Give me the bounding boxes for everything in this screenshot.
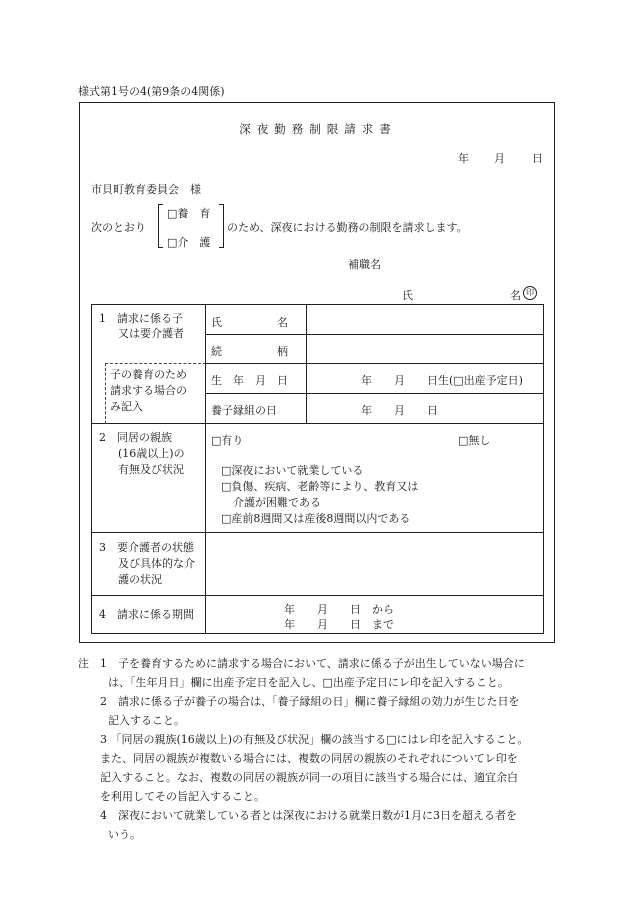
cohabiting-yes-checkbox[interactable]: □有り: [211, 434, 244, 447]
addressee: 市貝町教育委員会 様: [91, 183, 201, 196]
care-status-input[interactable]: [208, 534, 542, 593]
option-nursing-checkbox[interactable]: □介 護: [167, 236, 211, 249]
period-to-field[interactable]: 年 月 日 まで: [284, 618, 394, 631]
date-day-label[interactable]: 日: [532, 152, 543, 165]
section3-label-line2: 及び具体的な介: [118, 557, 195, 570]
note-2-line2: 記入すること。: [108, 714, 185, 727]
form-title: 深夜勤務制限請求書: [239, 122, 397, 136]
adoption-date-label: 養子縁組の日: [211, 404, 277, 417]
section2-label-line2: (16歳以上)の: [118, 447, 185, 460]
bracket-left: [158, 204, 163, 248]
option-childcare-checkbox[interactable]: □養 育: [167, 207, 211, 220]
childcare-only-label-line3: み記入: [110, 400, 143, 413]
bracket-right: [219, 204, 224, 248]
relation-field-label: 続 柄: [211, 345, 288, 358]
note-4-line2: いう。: [108, 828, 141, 841]
section3-label-line3: 護の状況: [118, 573, 162, 586]
form-number-label: 様式第1号の4(第9条の4関係): [78, 85, 225, 98]
date-year-label[interactable]: 年: [458, 152, 469, 165]
maternity-checkbox[interactable]: □産前8週間又は産後8週間以内である: [221, 512, 411, 525]
note-3-line3: 記入すること。なお、複数の同居の親族が同一の項目に該当する場合には、適宜余白: [100, 771, 518, 784]
section1-label-line2: 又は要介護者: [118, 327, 184, 340]
note-4-line1: 4 深夜において就業している者とは深夜における就業日数が1月に3日を超える者を: [100, 809, 517, 822]
name-input[interactable]: [308, 306, 542, 333]
childcare-only-label-line2: 請求する場合の: [110, 384, 187, 397]
position-label: 補職名: [348, 258, 381, 271]
applicant-name-label: 氏: [402, 289, 413, 302]
night-work-checkbox[interactable]: □深夜において就業している: [221, 464, 364, 477]
section3-label-line1: 3 要介護者の状態: [99, 541, 194, 554]
note-3-line1: 3 「同居の親族(16歳以上)の有無及び状況」欄の該当する□にはレ印を記入すること。: [100, 733, 529, 746]
intro-text: 次のとおり: [91, 221, 146, 234]
childcare-only-label-line1: 子の養育のため: [110, 368, 187, 381]
cohabiting-no-checkbox[interactable]: □無し: [458, 434, 491, 447]
relation-input[interactable]: [308, 335, 542, 362]
seal-mark: 印: [523, 286, 537, 300]
request-details-table: [91, 304, 544, 634]
date-month-label[interactable]: 月: [494, 152, 505, 165]
note-1-line2: は、「生年月日」欄に出産予定日を記入し、□出産予定日にレ印を記入すること。: [108, 676, 509, 689]
unable-to-care-checkbox[interactable]: □負傷、疾病、老齢等により、教育又は: [221, 480, 419, 493]
section4-label: 4 請求に係る期間: [99, 608, 194, 621]
section1-label-line1: 1 請求に係る子: [99, 312, 183, 325]
section2-label-line1: 2 同居の親族: [99, 431, 172, 444]
applicant-name-suffix: 名: [510, 289, 521, 302]
note-2-line1: 2 請求に係る子が養子の場合は、「養子縁組の日」欄に養子縁組の効力が生じた日を: [100, 695, 520, 708]
purpose-text: のため、深夜における勤務の制限を請求します。: [227, 221, 468, 234]
name-field-label: 氏 名: [211, 316, 288, 329]
note-3-line2: また、同居の親族が複数いる場合には、複数の同居の親族のそれぞれについてレ印を: [100, 752, 518, 765]
note-1-line1: 1 子を養育するために請求する場合において、請求に係る子が出生していない場合に: [100, 657, 525, 670]
birth-date-field[interactable]: 年 月 日生(□出産予定日): [361, 374, 523, 387]
notes-lead: 注: [78, 657, 89, 670]
request-form: [79, 102, 555, 643]
section2-label-line3: 有無及び状況: [118, 463, 184, 476]
birth-date-label: 生 年 月 日: [211, 374, 288, 387]
adoption-date-field[interactable]: 年 月 日: [361, 404, 438, 417]
unable-to-care-text: 介護が困難である: [233, 496, 321, 509]
period-from-field[interactable]: 年 月 日 から: [284, 603, 394, 616]
note-3-line4: を利用してその旨記入すること。: [100, 790, 265, 803]
